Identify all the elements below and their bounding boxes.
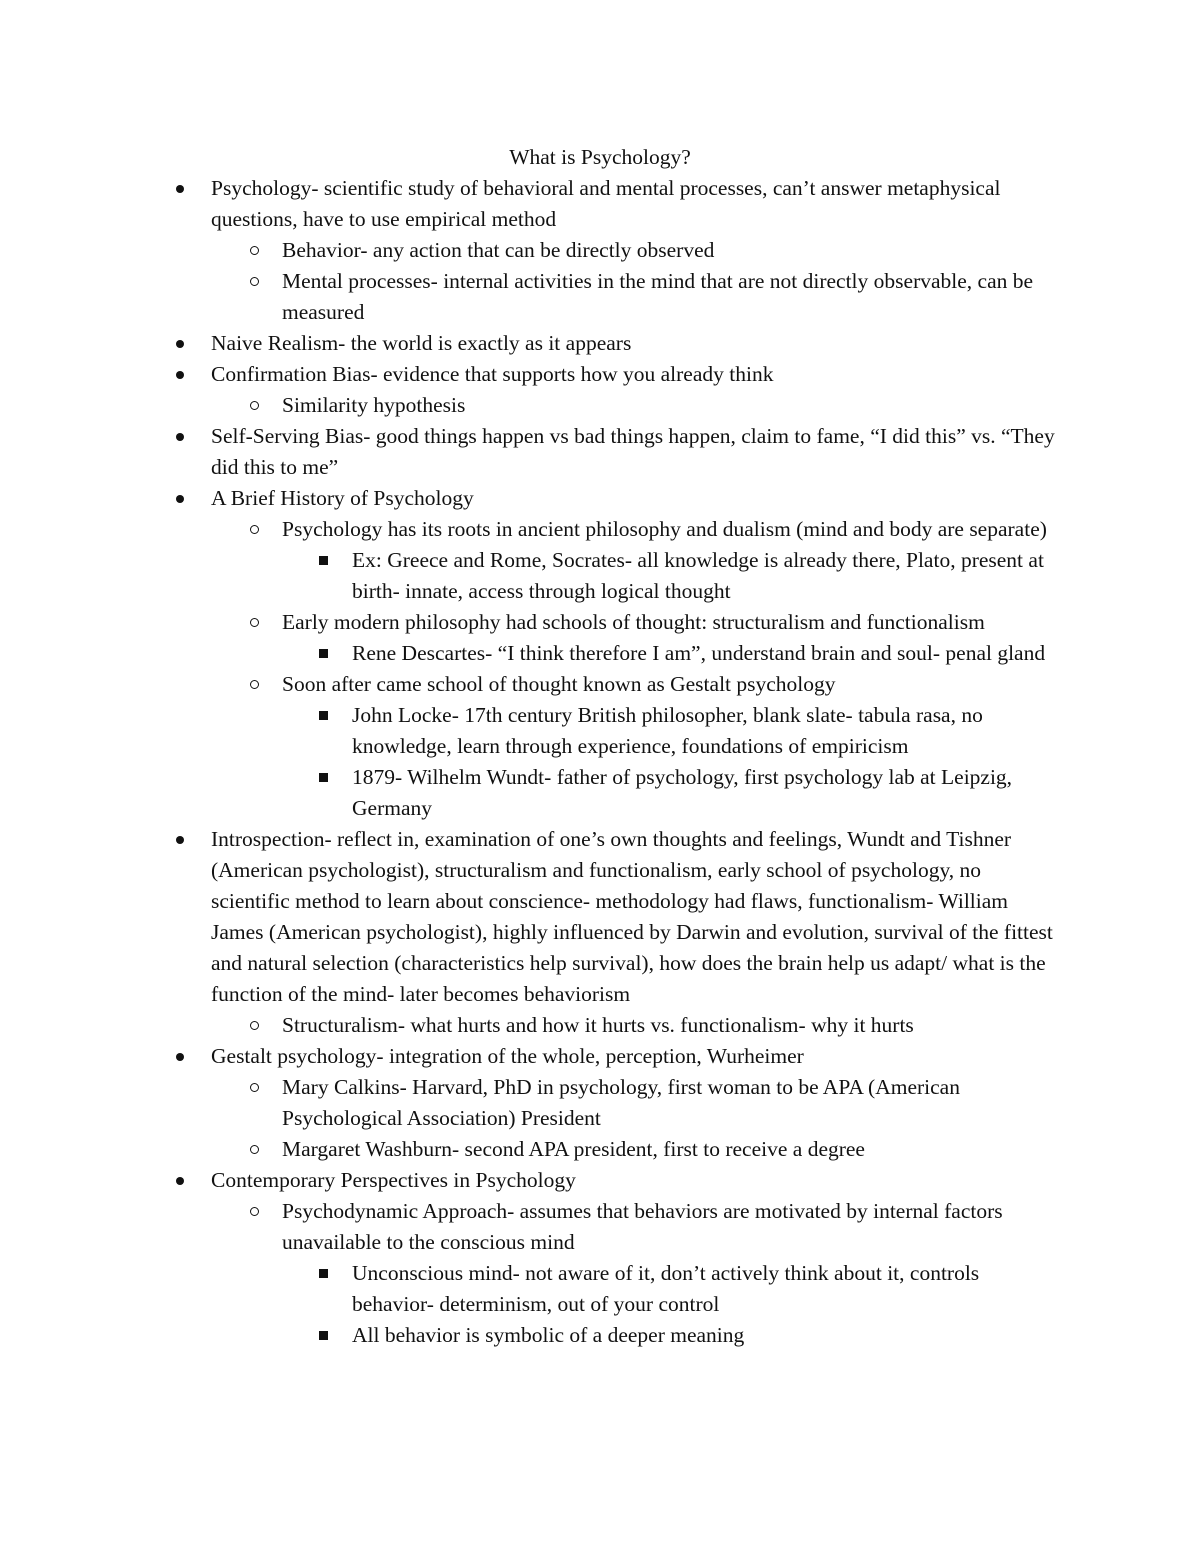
list-item-text: Naive Realism- the world is exactly as it appears [211, 331, 632, 355]
bullet-circle-icon [250, 680, 259, 689]
bullet-square-icon [319, 711, 328, 720]
list-item-level-2 [0, 514, 1061, 545]
list-item-level-2 [0, 607, 1061, 638]
bullet-marker [250, 1072, 259, 1103]
list-item-level-2 [0, 1010, 1061, 1041]
list-item-text: Confirmation Bias- evidence that supports how you already think [211, 362, 774, 386]
bullet-circle-icon [250, 277, 259, 286]
bullet-marker [250, 235, 259, 266]
list-item-text: Mary Calkins- Harvard, PhD in psychology, first woman to be APA (American Psychological Association) President [282, 1075, 960, 1130]
list-item-level-2 [0, 1072, 1061, 1134]
bullet-marker [319, 700, 328, 731]
bullet-square-icon [319, 556, 328, 565]
bullet-circle-icon [250, 401, 259, 410]
list-item-level-1 [0, 328, 1061, 359]
list-item-text: Psychology- scientific study of behavioral and mental processes, can’t answer metaphysical questions, have to use empirical method [211, 176, 1001, 231]
list-item-text: Unconscious mind- not aware of it, don’t actively think about it, controls behavior- determinism, out of your control [352, 1261, 980, 1316]
bullet-marker [176, 421, 184, 452]
notes-list [0, 173, 1200, 1351]
list-item-text: Introspection- reflect in, examination of one’s own thoughts and feelings, Wundt and Tishner (American psychologist), structuralism and functionalism, early school of psychology, no scientific method to learn about conscience- methodology had flaws, functionalism- William James (American psychologist), highly influenced by Darwin and evolution, survival of the fittest and natural selection (characteristics help survival), how does the brain help us adapt/ what is the function of the mind- later becomes behaviorism [211, 827, 1053, 1006]
bullet-dot-icon [176, 1053, 184, 1061]
bullet-dot-icon [176, 185, 184, 193]
bullet-marker [250, 1010, 259, 1041]
bullet-square-icon [319, 1331, 328, 1340]
list-item-text: Similarity hypothesis [282, 393, 466, 417]
bullet-marker [250, 514, 259, 545]
bullet-marker [176, 824, 184, 855]
bullet-marker [176, 173, 184, 204]
bullet-circle-icon [250, 1021, 259, 1030]
list-item-level-3 [0, 1320, 1061, 1351]
bullet-dot-icon [176, 1177, 184, 1185]
bullet-marker [250, 669, 259, 700]
list-item-text: Psychodynamic Approach- assumes that behaviors are motivated by internal factors unavailable to the conscious mind [282, 1199, 1003, 1254]
bullet-marker [176, 1041, 184, 1072]
list-item-text: Early modern philosophy had schools of thought: structuralism and functionalism [282, 610, 985, 634]
list-item-text: Margaret Washburn- second APA president, first to receive a degree [282, 1137, 865, 1161]
page-title: What is Psychology? [509, 145, 691, 169]
list-item-text: Contemporary Perspectives in Psychology [211, 1168, 576, 1192]
bullet-square-icon [319, 773, 328, 782]
list-item-text: Psychology has its roots in ancient philosophy and dualism (mind and body are separate) [282, 517, 1047, 541]
bullet-marker [176, 359, 184, 390]
list-item-text: Gestalt psychology- integration of the whole, perception, Wurheimer [211, 1044, 804, 1068]
list-item-level-3 [0, 700, 1061, 762]
list-item-text: A Brief History of Psychology [211, 486, 474, 510]
bullet-dot-icon [176, 433, 184, 441]
list-item-level-1 [0, 173, 1061, 235]
list-item-level-3 [0, 762, 1061, 824]
bullet-marker [250, 266, 259, 297]
list-item-level-2 [0, 266, 1061, 328]
bullet-circle-icon [250, 618, 259, 627]
bullet-marker [176, 1165, 184, 1196]
bullet-marker [319, 762, 328, 793]
bullet-marker [250, 1196, 259, 1227]
list-item-level-1 [0, 483, 1061, 514]
list-item-text: Ex: Greece and Rome, Socrates- all knowledge is already there, Plato, present at birth- innate, access through logical thought [352, 548, 1044, 603]
bullet-marker [176, 328, 184, 359]
list-item-level-1 [0, 1165, 1061, 1196]
list-item-text: 1879- Wilhelm Wundt- father of psychology, first psychology lab at Leipzig, Germany [352, 765, 1013, 820]
list-item-level-1 [0, 1041, 1061, 1072]
list-item-text: All behavior is symbolic of a deeper meaning [352, 1323, 745, 1347]
list-item-level-2 [0, 390, 1061, 421]
list-item-level-2 [0, 669, 1061, 700]
list-item-text: Structuralism- what hurts and how it hurts vs. functionalism- why it hurts [282, 1013, 914, 1037]
bullet-circle-icon [250, 525, 259, 534]
bullet-marker [250, 1134, 259, 1165]
bullet-circle-icon [250, 246, 259, 255]
bullet-marker [319, 1258, 328, 1289]
list-item-text: Behavior- any action that can be directly observed [282, 238, 715, 262]
bullet-marker [250, 390, 259, 421]
bullet-circle-icon [250, 1207, 259, 1216]
list-item-text: Mental processes- internal activities in the mind that are not directly observable, can be measured [282, 269, 1034, 324]
list-item-level-1 [0, 421, 1061, 483]
bullet-square-icon [319, 649, 328, 658]
bullet-marker [319, 545, 328, 576]
bullet-dot-icon [176, 340, 184, 348]
bullet-circle-icon [250, 1083, 259, 1092]
bullet-dot-icon [176, 836, 184, 844]
list-item-level-1 [0, 824, 1061, 1010]
bullet-marker [176, 483, 184, 514]
bullet-marker [319, 638, 328, 669]
list-item-level-2 [0, 1134, 1061, 1165]
list-item-text: John Locke- 17th century British philosopher, blank slate- tabula rasa, no knowledge, learn through experience, foundations of empiricism [352, 703, 983, 758]
bullet-circle-icon [250, 1145, 259, 1154]
list-item-level-3 [0, 1258, 1061, 1320]
bullet-marker [319, 1320, 328, 1351]
list-item-level-2 [0, 235, 1061, 266]
list-item-text: Self-Serving Bias- good things happen vs bad things happen, claim to fame, “I did this” vs. “They did this to me” [211, 424, 1055, 479]
list-item-level-1 [0, 359, 1061, 390]
list-item-text: Soon after came school of thought known as Gestalt psychology [282, 672, 836, 696]
bullet-marker [250, 607, 259, 638]
list-item-text: Rene Descartes- “I think therefore I am”, understand brain and soul- penal gland [352, 641, 1046, 665]
bullet-dot-icon [176, 495, 184, 503]
list-item-level-3 [0, 545, 1061, 607]
list-item-level-3 [0, 638, 1061, 669]
bullet-dot-icon [176, 371, 184, 379]
list-item-level-2 [0, 1196, 1061, 1258]
bullet-square-icon [319, 1269, 328, 1278]
